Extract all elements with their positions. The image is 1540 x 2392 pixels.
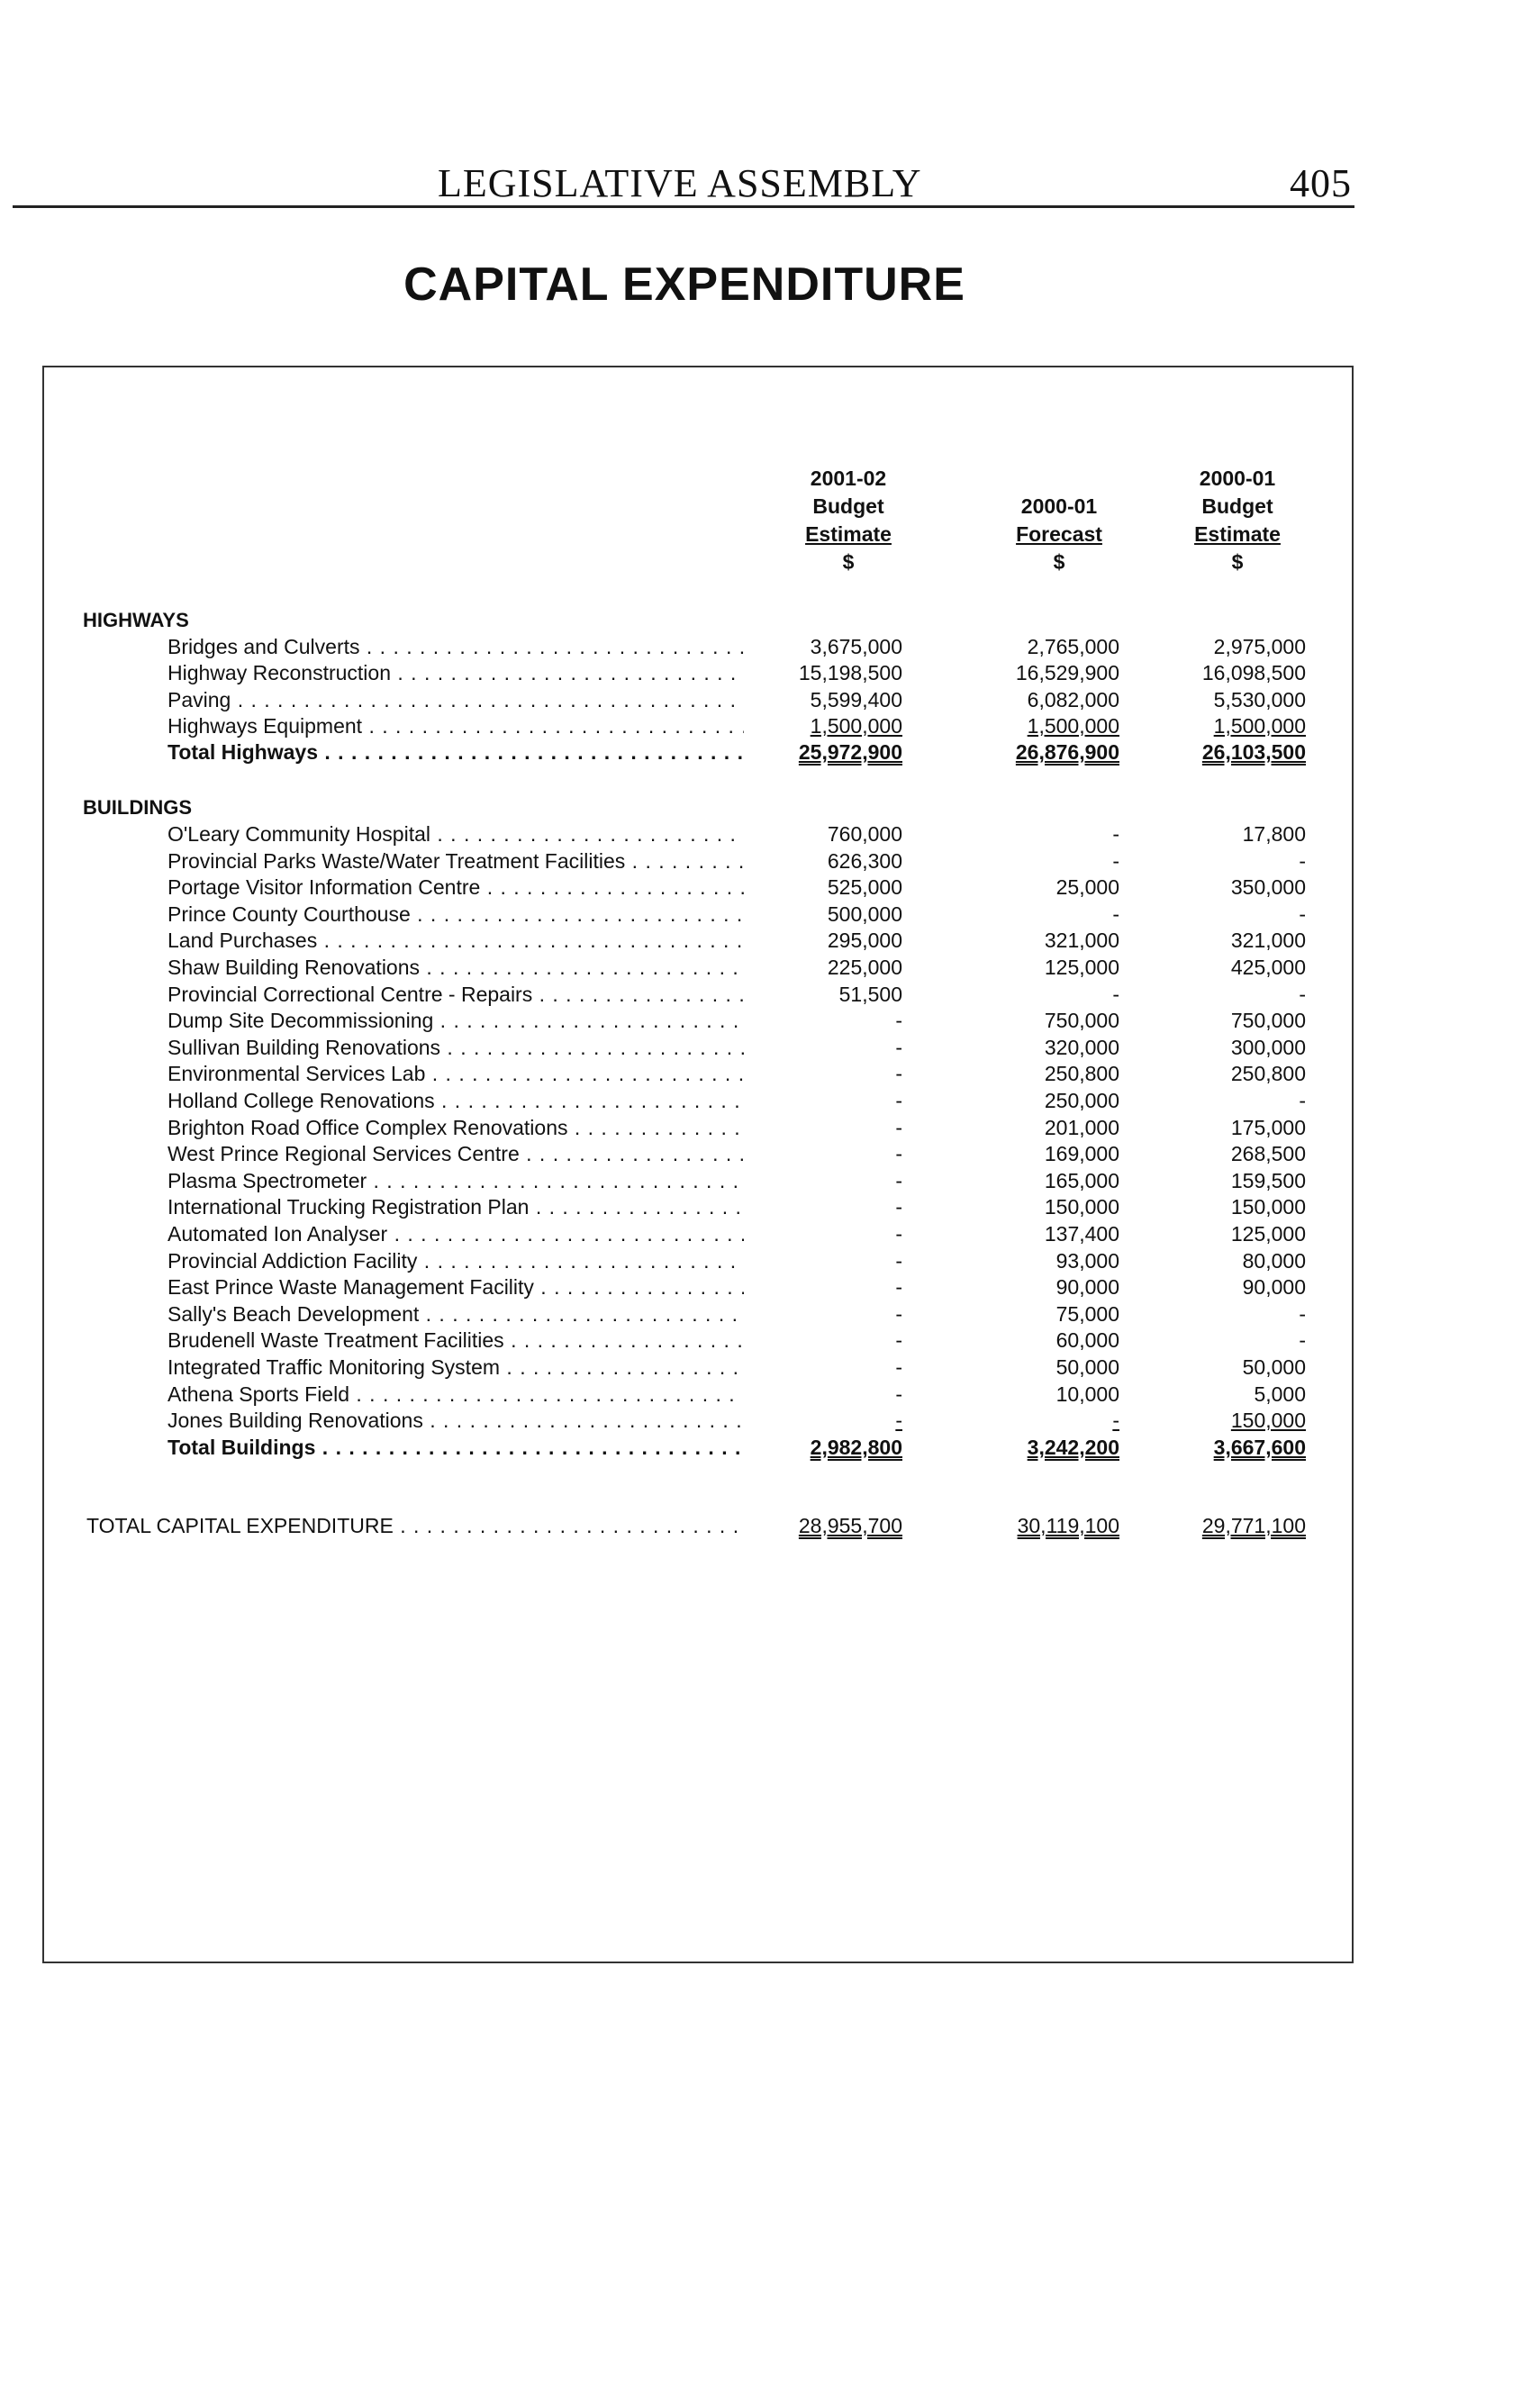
row-value-v3 bbox=[1108, 1061, 1306, 1086]
row-value-v1 bbox=[704, 1435, 902, 1460]
row-label bbox=[168, 1408, 744, 1433]
row-label-text: Provincial Parks Waste/Water Treatment Facilities bbox=[168, 848, 626, 873]
row-value-text: 525,000 bbox=[827, 875, 902, 900]
table-row bbox=[168, 1248, 1311, 1273]
row-value-v3 bbox=[1108, 1194, 1306, 1219]
row-label bbox=[168, 1221, 744, 1246]
row-value-v1 bbox=[704, 821, 902, 847]
row-value-v3 bbox=[1108, 1008, 1306, 1033]
table-row bbox=[168, 1355, 1311, 1380]
table-row bbox=[168, 874, 1311, 900]
row-label-text: Environmental Services Lab bbox=[168, 1062, 426, 1086]
row-value-text: 30,119,100 bbox=[1017, 1514, 1119, 1537]
row-label bbox=[168, 1141, 744, 1166]
page-title: CAPITAL EXPENDITURE bbox=[403, 258, 965, 311]
row-value-v3 bbox=[1108, 1168, 1306, 1193]
table-row bbox=[168, 1408, 1311, 1433]
row-value-v2 bbox=[921, 848, 1119, 874]
row-value-text: 201,000 bbox=[1044, 1115, 1119, 1139]
row-label-text: Sally's Beach Development bbox=[168, 1301, 420, 1326]
row-value-text: 5,599,400 bbox=[810, 687, 902, 711]
row-value-text: 760,000 bbox=[827, 822, 902, 846]
row-label bbox=[168, 1008, 744, 1033]
row-label bbox=[168, 1327, 744, 1353]
row-label bbox=[168, 1035, 744, 1060]
row-value-text: 165,000 bbox=[1044, 1168, 1119, 1192]
row-value-v3 bbox=[1108, 928, 1306, 953]
row-value-text: 225,000 bbox=[827, 956, 902, 979]
row-label bbox=[168, 1194, 744, 1219]
row-label-text: Provincial Addiction Facility bbox=[168, 1248, 418, 1273]
row-value-v3 bbox=[1108, 1141, 1306, 1166]
row-label bbox=[168, 902, 744, 927]
row-value-v2 bbox=[921, 739, 1119, 765]
table-row bbox=[168, 1008, 1311, 1033]
row-value-v2 bbox=[921, 1274, 1119, 1300]
row-value-v1 bbox=[704, 1061, 902, 1086]
row-value-text: - bbox=[1299, 982, 1306, 1006]
row-value-text: 3,667,600 bbox=[1213, 1435, 1306, 1459]
row-value-v1 bbox=[704, 928, 902, 953]
table-row bbox=[168, 1194, 1311, 1219]
row-value-v2 bbox=[921, 1035, 1119, 1060]
row-label bbox=[168, 874, 744, 900]
column-header-line: Forecast bbox=[1016, 522, 1102, 546]
row-value-text: 93,000 bbox=[1055, 1248, 1119, 1273]
row-label-text: Athena Sports Field bbox=[168, 1382, 350, 1406]
row-value-text: 29,771,100 bbox=[1201, 1514, 1306, 1537]
row-value-text: 16,529,900 bbox=[1015, 661, 1119, 685]
row-value-v1 bbox=[704, 1382, 902, 1407]
table-row bbox=[168, 1035, 1311, 1060]
row-value-v1 bbox=[704, 1248, 902, 1273]
row-value-v2 bbox=[921, 687, 1119, 712]
row-label bbox=[168, 1168, 744, 1193]
row-value-text: 500,000 bbox=[827, 902, 902, 926]
row-value-v2 bbox=[921, 902, 1119, 927]
row-value-text: 6,082,000 bbox=[1027, 687, 1119, 711]
table-row bbox=[168, 713, 1311, 738]
row-label-text: Jones Building Renovations bbox=[168, 1409, 423, 1433]
row-value-text: 268,500 bbox=[1230, 1142, 1306, 1166]
row-label-text: Bridges and Culverts bbox=[168, 635, 360, 658]
table-row bbox=[168, 1088, 1311, 1113]
row-value-v3 bbox=[1108, 848, 1306, 874]
row-value-v3 bbox=[1108, 982, 1306, 1007]
row-value-text: 50,000 bbox=[1242, 1355, 1306, 1379]
row-label-text: Brudenell Waste Treatment Facilities bbox=[168, 1328, 504, 1353]
row-label-text: Highways Equipment bbox=[168, 713, 363, 738]
table-row bbox=[168, 848, 1311, 874]
row-value-text: 1,500,000 bbox=[1213, 713, 1306, 738]
row-value-text: 3,675,000 bbox=[810, 635, 902, 658]
row-label-text: Sullivan Building Renovations bbox=[168, 1035, 441, 1059]
row-value-v2 bbox=[921, 1061, 1119, 1086]
row-value-v1 bbox=[704, 634, 902, 659]
table-row bbox=[168, 1327, 1311, 1353]
table-row bbox=[168, 1274, 1311, 1300]
row-value-text: 51,500 bbox=[838, 982, 902, 1006]
row-value-text: - bbox=[895, 1062, 902, 1086]
row-value-text: - bbox=[1299, 848, 1306, 873]
row-label-text: Prince County Courthouse bbox=[168, 902, 411, 926]
row-label bbox=[168, 848, 744, 874]
row-value-text: 50,000 bbox=[1055, 1355, 1119, 1379]
row-label-text: Integrated Traffic Monitoring System bbox=[168, 1355, 501, 1379]
row-value-text: 5,000 bbox=[1254, 1382, 1306, 1406]
row-value-text: - bbox=[895, 1382, 902, 1406]
row-value-v1 bbox=[704, 1513, 902, 1538]
row-value-v1 bbox=[704, 902, 902, 927]
row-value-text: - bbox=[1112, 982, 1119, 1006]
table-row bbox=[168, 1221, 1311, 1246]
row-value-v2 bbox=[921, 1513, 1119, 1538]
row-label-text: Provincial Correctional Centre - Repairs bbox=[168, 982, 533, 1006]
row-value-text: 175,000 bbox=[1230, 1115, 1306, 1139]
row-value-v1 bbox=[704, 1327, 902, 1353]
row-value-v3 bbox=[1108, 1382, 1306, 1407]
row-value-text: 750,000 bbox=[1044, 1009, 1119, 1033]
row-value-v2 bbox=[921, 1008, 1119, 1033]
row-value-v1 bbox=[704, 1194, 902, 1219]
column-header-line: Budget bbox=[812, 494, 884, 518]
table-row bbox=[168, 1168, 1311, 1193]
row-label bbox=[168, 660, 744, 685]
row-value-v2 bbox=[921, 1327, 1119, 1353]
table-row bbox=[168, 1141, 1311, 1166]
row-value-v2 bbox=[921, 660, 1119, 685]
row-label-text: Paving bbox=[168, 687, 231, 711]
row-value-text: 321,000 bbox=[1044, 929, 1119, 953]
row-value-v3 bbox=[1108, 1408, 1306, 1433]
row-value-v3 bbox=[1108, 739, 1306, 765]
row-value-v2 bbox=[921, 1435, 1119, 1460]
row-value-text: 28,955,700 bbox=[798, 1514, 902, 1537]
row-label bbox=[168, 687, 744, 712]
row-label bbox=[168, 1382, 744, 1407]
row-value-text: 60,000 bbox=[1055, 1328, 1119, 1353]
row-value-text: 26,876,900 bbox=[1015, 740, 1119, 765]
table-row bbox=[168, 1382, 1311, 1407]
total-row bbox=[168, 1435, 1311, 1460]
row-value-text: - bbox=[895, 1409, 902, 1433]
row-value-v2 bbox=[921, 821, 1119, 847]
row-label bbox=[168, 1435, 744, 1460]
row-label bbox=[168, 821, 744, 847]
column-header-line: 2000-01 bbox=[1199, 467, 1276, 490]
row-label bbox=[168, 1088, 744, 1113]
row-value-v3 bbox=[1108, 1221, 1306, 1246]
row-value-v3 bbox=[1108, 1355, 1306, 1380]
table-row bbox=[168, 687, 1311, 712]
row-value-text: - bbox=[895, 1222, 902, 1246]
row-value-text: 320,000 bbox=[1044, 1035, 1119, 1059]
column-header-2 bbox=[969, 465, 1149, 576]
row-value-text: 10,000 bbox=[1055, 1382, 1119, 1406]
row-value-v1 bbox=[704, 1301, 902, 1327]
row-label bbox=[168, 1355, 744, 1380]
column-header-line: Estimate bbox=[805, 522, 892, 546]
row-label-text: Total Highways bbox=[168, 740, 318, 765]
row-value-v2 bbox=[921, 1301, 1119, 1327]
row-value-v1 bbox=[704, 1168, 902, 1193]
row-label-text: Plasma Spectrometer bbox=[168, 1168, 367, 1192]
table-row bbox=[168, 821, 1311, 847]
row-value-text: 250,800 bbox=[1044, 1062, 1119, 1086]
row-value-text: - bbox=[1112, 822, 1119, 846]
row-value-text: 15,198,500 bbox=[798, 661, 902, 685]
row-label-text: Holland College Renovations bbox=[168, 1089, 435, 1112]
row-value-v3 bbox=[1108, 634, 1306, 659]
row-value-text: 150,000 bbox=[1044, 1195, 1119, 1219]
row-value-text: 169,000 bbox=[1044, 1142, 1119, 1166]
row-value-text: - bbox=[895, 1142, 902, 1166]
row-value-text: - bbox=[895, 1248, 902, 1273]
row-value-v2 bbox=[921, 1355, 1119, 1380]
row-value-v3 bbox=[1108, 1035, 1306, 1060]
row-value-text: - bbox=[895, 1275, 902, 1300]
row-value-v1 bbox=[704, 982, 902, 1007]
row-value-v2 bbox=[921, 634, 1119, 659]
row-value-v1 bbox=[704, 660, 902, 685]
row-value-text: - bbox=[1299, 1089, 1306, 1112]
section-heading-highways: HIGHWAYS bbox=[83, 609, 189, 631]
row-value-v1 bbox=[704, 1115, 902, 1140]
row-value-v1 bbox=[704, 1274, 902, 1300]
row-value-text: 159,500 bbox=[1230, 1168, 1306, 1192]
row-value-v3 bbox=[1108, 1435, 1306, 1460]
row-value-text: - bbox=[895, 1301, 902, 1326]
row-value-v2 bbox=[921, 1115, 1119, 1140]
row-value-v3 bbox=[1108, 687, 1306, 712]
row-label-text: TOTAL CAPITAL EXPENDITURE bbox=[86, 1514, 394, 1537]
row-value-v3 bbox=[1108, 1115, 1306, 1140]
row-value-text: 16,098,500 bbox=[1201, 661, 1306, 685]
row-value-v3 bbox=[1108, 713, 1306, 738]
row-value-v1 bbox=[704, 687, 902, 712]
row-value-v3 bbox=[1108, 1301, 1306, 1327]
row-value-text: - bbox=[895, 1035, 902, 1059]
row-label bbox=[168, 928, 744, 953]
row-label bbox=[168, 713, 744, 738]
row-value-text: 350,000 bbox=[1230, 875, 1306, 900]
row-value-text: - bbox=[895, 1168, 902, 1192]
row-label bbox=[168, 1115, 744, 1140]
row-value-text: 250,800 bbox=[1230, 1062, 1306, 1086]
header-rule bbox=[13, 205, 1354, 208]
row-label-text: O'Leary Community Hospital bbox=[168, 822, 430, 846]
row-value-v2 bbox=[921, 982, 1119, 1007]
row-value-text: - bbox=[895, 1009, 902, 1033]
column-header-1 bbox=[758, 465, 938, 576]
row-value-text: 90,000 bbox=[1055, 1275, 1119, 1300]
row-value-text: 150,000 bbox=[1230, 1195, 1306, 1219]
row-value-text: 2,982,800 bbox=[810, 1435, 902, 1459]
column-header-line: Budget bbox=[1201, 494, 1273, 518]
row-label bbox=[168, 1061, 744, 1086]
grand-total-row bbox=[86, 1513, 1306, 1538]
row-value-text: - bbox=[895, 1328, 902, 1353]
row-value-text: 25,972,900 bbox=[798, 740, 902, 765]
row-label bbox=[168, 1301, 744, 1327]
row-label-text: Brighton Road Office Complex Renovations bbox=[168, 1115, 568, 1139]
row-value-text: 626,300 bbox=[827, 848, 902, 873]
row-label-text: Highway Reconstruction bbox=[168, 661, 392, 685]
row-value-text: 26,103,500 bbox=[1201, 740, 1306, 765]
row-value-v2 bbox=[921, 1408, 1119, 1433]
table-row bbox=[168, 1061, 1311, 1086]
row-value-v2 bbox=[921, 928, 1119, 953]
row-value-text: 750,000 bbox=[1230, 1009, 1306, 1033]
table-row bbox=[168, 1115, 1311, 1140]
row-value-text: - bbox=[895, 1355, 902, 1379]
row-value-text: 80,000 bbox=[1242, 1248, 1306, 1273]
row-label bbox=[168, 982, 744, 1007]
row-value-text: - bbox=[895, 1089, 902, 1112]
row-value-text: 25,000 bbox=[1055, 875, 1119, 900]
row-label bbox=[168, 634, 744, 659]
row-label-text: Total Buildings bbox=[168, 1435, 316, 1459]
column-header-unit: $ bbox=[1053, 550, 1065, 574]
column-header-unit: $ bbox=[1231, 550, 1244, 574]
row-label bbox=[168, 955, 744, 980]
row-value-v1 bbox=[704, 1141, 902, 1166]
row-value-v3 bbox=[1108, 1088, 1306, 1113]
row-value-text: 125,000 bbox=[1230, 1222, 1306, 1246]
row-label-text: Portage Visitor Information Centre bbox=[168, 875, 481, 900]
row-value-v2 bbox=[921, 1141, 1119, 1166]
row-value-text: - bbox=[1299, 1301, 1306, 1326]
row-value-v1 bbox=[704, 1035, 902, 1060]
row-value-text: - bbox=[895, 1115, 902, 1139]
row-label bbox=[168, 1274, 744, 1300]
row-value-v3 bbox=[1108, 821, 1306, 847]
row-value-text: - bbox=[895, 1195, 902, 1219]
row-value-text: - bbox=[1299, 1328, 1306, 1353]
row-label-text: East Prince Waste Management Facility bbox=[168, 1275, 534, 1300]
column-header-line bbox=[969, 465, 1149, 493]
row-value-v2 bbox=[921, 1221, 1119, 1246]
row-value-text: 250,000 bbox=[1044, 1089, 1119, 1112]
row-value-text: 150,000 bbox=[1230, 1409, 1306, 1433]
row-value-v1 bbox=[704, 1221, 902, 1246]
column-header-line: 2000-01 bbox=[1020, 494, 1098, 518]
row-value-v1 bbox=[704, 739, 902, 765]
row-value-text: - bbox=[1299, 902, 1306, 926]
row-value-text: 75,000 bbox=[1055, 1301, 1119, 1326]
table-row bbox=[168, 902, 1311, 927]
row-label-text: Land Purchases bbox=[168, 929, 318, 953]
total-row bbox=[168, 739, 1311, 765]
row-value-text: 425,000 bbox=[1230, 956, 1306, 979]
running-header-title: LEGISLATIVE ASSEMBLY bbox=[438, 161, 922, 205]
row-label bbox=[86, 1513, 744, 1538]
column-header-line: Estimate bbox=[1194, 522, 1281, 546]
row-label-text: Shaw Building Renovations bbox=[168, 956, 421, 979]
row-value-v1 bbox=[704, 1008, 902, 1033]
row-value-text: 137,400 bbox=[1044, 1222, 1119, 1246]
row-label-text: International Trucking Registration Plan bbox=[168, 1195, 530, 1219]
table-row bbox=[168, 982, 1311, 1007]
table-row bbox=[168, 660, 1311, 685]
row-value-v2 bbox=[921, 1382, 1119, 1407]
row-value-text: 321,000 bbox=[1230, 929, 1306, 953]
row-label-text: Dump Site Decommissioning bbox=[168, 1009, 434, 1033]
row-value-text: 295,000 bbox=[827, 929, 902, 953]
row-value-v1 bbox=[704, 874, 902, 900]
row-value-v3 bbox=[1108, 1513, 1306, 1538]
row-value-v3 bbox=[1108, 874, 1306, 900]
row-value-text: 125,000 bbox=[1044, 956, 1119, 979]
page-number: 405 bbox=[1290, 161, 1352, 205]
row-value-v1 bbox=[704, 848, 902, 874]
row-value-v3 bbox=[1108, 902, 1306, 927]
row-value-v3 bbox=[1108, 1327, 1306, 1353]
row-value-v2 bbox=[921, 713, 1119, 738]
row-label bbox=[168, 739, 744, 765]
row-value-text: 5,530,000 bbox=[1213, 687, 1306, 711]
table-row bbox=[168, 928, 1311, 953]
row-value-v3 bbox=[1108, 660, 1306, 685]
table-row bbox=[168, 1301, 1311, 1327]
row-value-v2 bbox=[921, 955, 1119, 980]
row-value-v2 bbox=[921, 874, 1119, 900]
row-value-text: 2,765,000 bbox=[1027, 635, 1119, 658]
row-value-v2 bbox=[921, 1248, 1119, 1273]
column-header-line: 2001-02 bbox=[810, 467, 887, 490]
row-value-v2 bbox=[921, 1194, 1119, 1219]
column-header-unit: $ bbox=[842, 550, 855, 574]
row-value-text: 1,500,000 bbox=[810, 713, 902, 738]
table-row bbox=[168, 955, 1311, 980]
row-value-text: - bbox=[1112, 902, 1119, 926]
row-value-v3 bbox=[1108, 1274, 1306, 1300]
row-label-text: West Prince Regional Services Centre bbox=[168, 1142, 520, 1166]
row-value-v1 bbox=[704, 955, 902, 980]
row-value-v3 bbox=[1108, 955, 1306, 980]
row-value-text: 300,000 bbox=[1230, 1035, 1306, 1059]
row-value-v1 bbox=[704, 1088, 902, 1113]
section-heading-buildings: BUILDINGS bbox=[83, 796, 192, 819]
row-value-v1 bbox=[704, 1408, 902, 1433]
row-label bbox=[168, 1248, 744, 1273]
row-value-text: 3,242,200 bbox=[1027, 1435, 1119, 1459]
row-value-v3 bbox=[1108, 1248, 1306, 1273]
row-value-text: 17,800 bbox=[1242, 822, 1306, 846]
row-value-text: 1,500,000 bbox=[1027, 713, 1119, 738]
row-value-v1 bbox=[704, 713, 902, 738]
table-row bbox=[168, 634, 1311, 659]
row-value-text: 90,000 bbox=[1242, 1275, 1306, 1300]
row-value-text: - bbox=[1112, 1409, 1119, 1433]
row-value-v2 bbox=[921, 1088, 1119, 1113]
row-value-v1 bbox=[704, 1355, 902, 1380]
column-header-3 bbox=[1147, 465, 1327, 576]
row-label-text: Automated Ion Analyser bbox=[168, 1222, 388, 1246]
row-value-v2 bbox=[921, 1168, 1119, 1193]
row-value-text: 2,975,000 bbox=[1213, 635, 1306, 658]
row-value-text: - bbox=[1112, 848, 1119, 873]
